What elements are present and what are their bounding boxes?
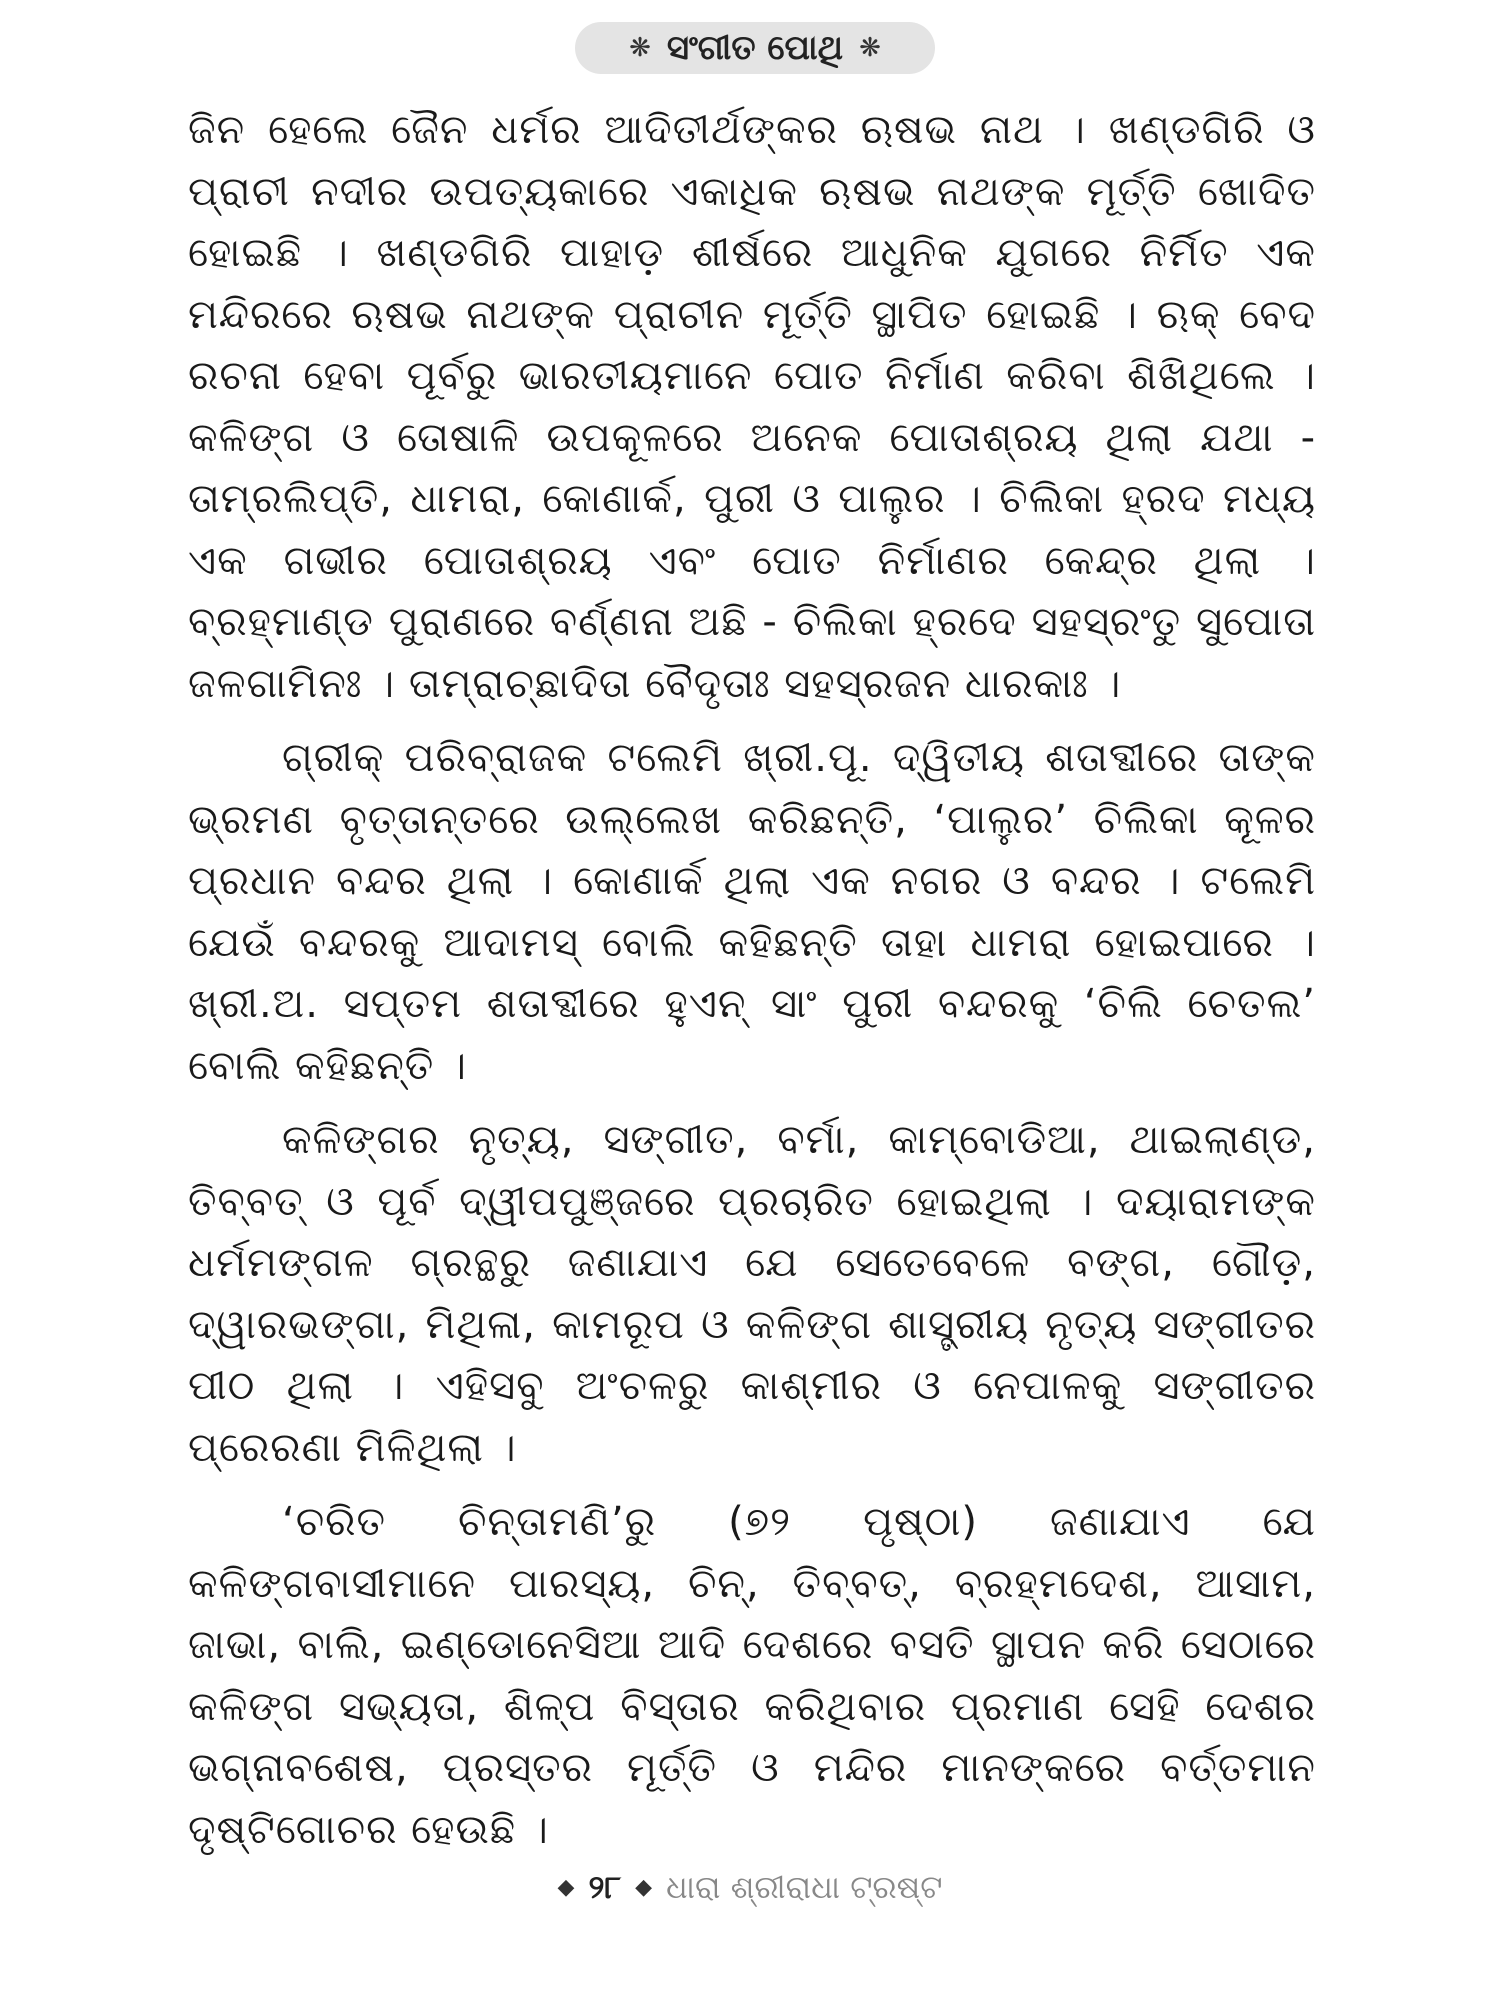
running-header <box>575 22 935 74</box>
flower-ornament-icon: ❋ <box>629 33 651 63</box>
flower-ornament-icon: ❋ <box>859 33 881 63</box>
diamond-icon: ◆ <box>635 1875 653 1900</box>
book-title: ସଂଗୀତ ପୋଥି <box>666 28 844 68</box>
paragraph-4: ‘ଚରିତ ଚିନ୍ତାମଣି’ରୁ (୭୨ ପୃଷ୍ଠା) ଜଣାଯାଏ ଯେ କଳିଙ୍ଗବାସୀମାନେ ପାରସ୍ୟ, ଚିନ୍, ତିବ୍ବତ୍, ବ୍ରହ୍ମଦେଶ, ଆସାମ, ଜାଭା, ବାଲି, ଇଣ୍ଡୋନେସିଆ ଆଦି ଦେଶରେ ବସତି ସ୍ଥାପନ କରି ସେଠାରେ କଳିଙ୍ଗ ସଭ୍ୟତା, ଶିଳ୍ପ ବିସ୍ତାର କରିଥିବାର ପ୍ରମାଣ ସେହି ଦେଶର ଭଗ୍ନାବଶେଷ, ପ୍ରସ୍ତର ମୂର୍ତ୍ତି ଓ ମନ୍ଦିର ମାନଙ୍କରେ ବର୍ତ୍ତମାନ ଦୃଷ୍ଟିଗୋଚର ହେଉଛି । <box>188 1499 1316 1853</box>
page-number: ୨୮ <box>588 1868 622 1906</box>
diamond-icon: ◆ <box>557 1875 575 1900</box>
page-footer <box>0 1868 1500 1907</box>
paragraph-3: କଳିଙ୍ଗର ନୃତ୍ୟ, ସଙ୍ଗୀତ, ବର୍ମା, କାମ୍ବୋଡିଆ, ଥାଇଲାଣ୍ଡ, ତିବ୍ବତ୍ ଓ ପୂର୍ବ ଦ୍ୱୀପପୁଞ୍ଜରେ ପ୍ରଚାରିତ ହୋଇଥିଲା । ଦୟାରାମଙ୍କ ଧର୍ମମଙ୍ଗଳ ଗ୍ରନ୍ଥରୁ ଜଣାଯାଏ ଯେ ସେତେବେଳେ ବଙ୍ଗ, ଗୌଡ଼, ଦ୍ୱାରଭଙ୍ଗା, ମିଥିଳା, କାମରୂପ ଓ କଳିଙ୍ଗ ଶାସ୍ତ୍ରୀୟ ନୃତ୍ୟ ସଙ୍ଗୀତର ପୀଠ ଥିଲା । ଏହିସବୁ ଅଂଚଳରୁ କାଶ୍ମୀର ଓ ନେପାଳକୁ ସଙ୍ଗୀତର ପ୍ରେରଣା ମିଳିଥିଲା । <box>188 1117 1316 1471</box>
publisher-name: ଧାରା ଶ୍ରୀରାଧା ଟ୍ରଷ୍ଟ <box>666 1868 943 1906</box>
body-text <box>188 100 1316 1861</box>
paragraph-1: ଜିନ ହେଲେ ଜୈନ ଧର୍ମର ଆଦିତୀର୍ଥଙ୍କର ଋଷଭ ନାଥ । ଖଣ୍ଡଗିରି ଓ ପ୍ରାଚୀ ନଦୀର ଉପତ୍ୟକାରେ ଏକାଧିକ ଋଷଭ ନାଥଙ୍କ ମୂର୍ତ୍ତି ଖୋଦିତ ହୋଇଛି । ଖଣ୍ଡଗିରି ପାହାଡ଼ ଶୀର୍ଷରେ ଆଧୁନିକ ଯୁଗରେ ନିର୍ମିତ ଏକ ମନ୍ଦିରରେ ଋଷଭ ନାଥଙ୍କ ପ୍ରାଚୀନ ମୂର୍ତ୍ତି ସ୍ଥାପିତ ହୋଇଛି । ଋକ୍ ବେଦ ରଚନା ହେବା ପୂର୍ବରୁ ଭାରତୀୟମାନେ ପୋତ ନିର୍ମାଣ କରିବା ଶିଖିଥିଲେ । କଳିଙ୍ଗ ଓ ତୋଷାଳି ଉପକୂଳରେ ଅନେକ ପୋତାଶ୍ରୟ ଥିଲା ଯଥା - ତାମ୍ରଲିପ୍ତି, ଧାମରା, କୋଣାର୍କ, ପୁରୀ ଓ ପାଲୁର । ଚିଲିକା ହ୍ରଦ ମଧ୍ୟ ଏକ ଗଭୀର ପୋତାଶ୍ରୟ ଏବଂ ପୋତ ନିର୍ମାଣର କେନ୍ଦ୍ର ଥିଲା । ବ୍ରହ୍ମାଣ୍ଡ ପୁରାଣରେ ବର୍ଣ୍ଣନା ଅଛି - ଚିଲିକା ହ୍ରଦେ ସହସ୍ରଂତୁ ସୁପୋତା ଜଳଗାମିନଃ । ତାମ୍ରାଚ୍ଛାଦିତା ବୈଦୃତାଃ ସହସ୍ରଜନ ଧାରକାଃ । <box>188 107 1316 707</box>
paragraph-2: ଗ୍ରୀକ୍ ପରିବ୍ରାଜକ ଟଲେମି ଖ୍ରୀ.ପୂ. ଦ୍ୱିତୀୟ ଶତାବ୍ଦୀରେ ତାଙ୍କ ଭ୍ରମଣ ବୃତ୍ତାନ୍ତରେ ଉଲ୍ଲେଖ କରିଛନ୍ତି, ‘ପାଲୁର’ ଚିଲିକା କୂଳର ପ୍ରଧାନ ବନ୍ଦର ଥିଲା । କୋଣାର୍କ ଥିଲା ଏକ ନଗର ଓ ବନ୍ଦର । ଟଲେମି ଯେଉଁ ବନ୍ଦରକୁ ଆଦାମସ୍ ବୋଲି କହିଛନ୍ତି ତାହା ଧାମରା ହୋଇପାରେ । ଖ୍ରୀ.ଅ. ସପ୍ତମ ଶତାବ୍ଦୀରେ ହୁଏନ୍ ସାଂ ପୁରୀ ବନ୍ଦରକୁ ‘ଚିଲି ଚେତଲ’ ବୋଲି କହିଛନ୍ତି । <box>188 735 1316 1089</box>
